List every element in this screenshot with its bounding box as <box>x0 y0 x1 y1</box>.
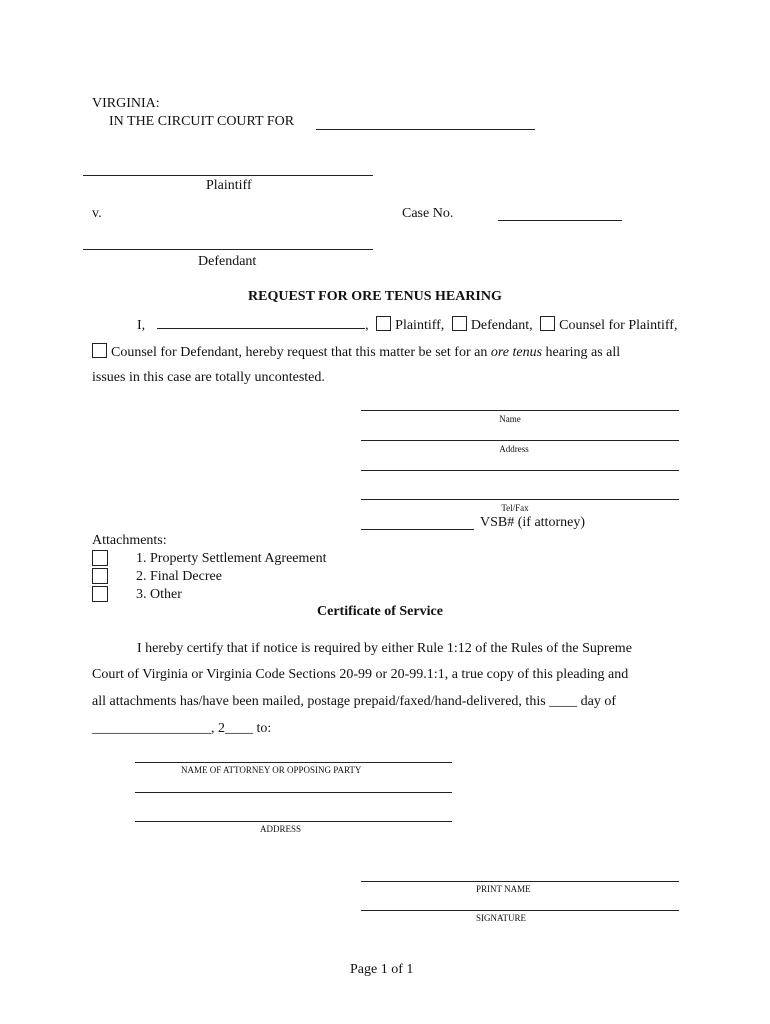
ore-tenus-text: ore tenus <box>490 345 543 360</box>
versus-label: v. <box>92 206 102 221</box>
attachment-checkbox-2[interactable] <box>92 568 108 584</box>
request-line-1 <box>137 316 677 334</box>
counsel-defendant-checkbox[interactable] <box>92 343 107 358</box>
name-label: Name <box>499 414 521 424</box>
opt-plaintiff: Plaintiff, <box>395 318 445 333</box>
request-title: REQUEST FOR ORE TENUS HEARING <box>248 289 502 304</box>
attachment-item-1: 1. Property Settlement Agreement <box>136 551 327 566</box>
certificate-line-3: all attachments has/have been mailed, postage prepaid/faxed/hand-delivered, this ____ day of <box>92 694 617 709</box>
counsel-plaintiff-checkbox[interactable] <box>540 316 555 331</box>
plaintiff-checkbox[interactable] <box>376 316 391 331</box>
court-heading: IN THE CIRCUIT COURT FOR <box>109 114 295 129</box>
plaintiff-label: Plaintiff <box>206 178 252 193</box>
defendant-name-field[interactable] <box>83 249 373 250</box>
vsb-field[interactable] <box>361 529 474 530</box>
attachment-checkbox-1[interactable] <box>92 550 108 566</box>
attorney-name-line[interactable] <box>135 762 452 763</box>
hearing-text: hearing as all <box>545 345 621 360</box>
telfax-line[interactable] <box>361 499 679 500</box>
attorney-line-2[interactable] <box>135 792 452 793</box>
opt-counsel-defendant: Counsel for Defendant, hereby request that this matter be set for an <box>111 345 488 360</box>
address-label: Address <box>499 444 529 454</box>
opt-defendant: Defendant, <box>470 318 533 333</box>
comma: , <box>365 318 369 333</box>
court-name-field[interactable] <box>316 129 535 130</box>
address-line-2[interactable] <box>361 470 679 471</box>
case-no-field[interactable] <box>498 220 622 221</box>
print-name-label: PRINT NAME <box>476 884 531 894</box>
attachment-item-2: 2. Final Decree <box>136 569 222 584</box>
page-number: Page 1 of 1 <box>350 962 414 977</box>
opt-counsel-plaintiff: Counsel for Plaintiff, <box>559 318 678 333</box>
service-address-line[interactable] <box>135 821 452 822</box>
plaintiff-name-field[interactable] <box>83 175 373 176</box>
defendant-label: Defendant <box>198 254 257 269</box>
certificate-line-4: _________________, 2____ to: <box>92 721 272 736</box>
request-line-3: issues in this case are totally uncontested. <box>92 370 325 385</box>
certificate-title: Certificate of Service <box>317 604 443 619</box>
vsb-label: VSB# (if attorney) <box>480 515 585 530</box>
attachment-checkbox-3[interactable] <box>92 586 108 602</box>
signature-line[interactable] <box>361 910 679 911</box>
name-line[interactable] <box>361 410 679 411</box>
i-label: I, <box>137 318 146 333</box>
address-line[interactable] <box>361 440 679 441</box>
certificate-line-2: Court of Virginia or Virginia Code Sections 20-99 or 20-99.1:1, a true copy of this pleading and <box>92 667 629 682</box>
service-address-label: ADDRESS <box>260 824 302 834</box>
telfax-label: Tel/Fax <box>501 503 529 513</box>
attachment-item-3: 3. Other <box>136 587 182 602</box>
defendant-checkbox[interactable] <box>452 316 467 331</box>
signature-label: SIGNATURE <box>476 913 527 923</box>
certificate-line-1: I hereby certify that if notice is required by either Rule 1:12 of the Rules of the Supreme <box>137 641 632 656</box>
attachments-heading: Attachments: <box>92 533 167 548</box>
case-no-label: Case No. <box>402 206 454 221</box>
request-line-2 <box>92 343 620 361</box>
requester-name-field[interactable] <box>157 316 365 329</box>
state-heading: VIRGINIA: <box>92 96 160 111</box>
print-name-line[interactable] <box>361 881 679 882</box>
attorney-label: NAME OF ATTORNEY OR OPPOSING PARTY <box>181 765 362 775</box>
